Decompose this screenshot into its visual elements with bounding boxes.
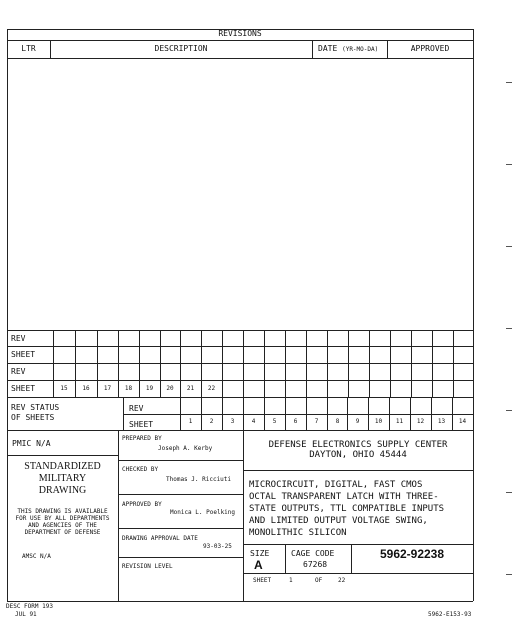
prepared-by-name: Joseph A. Kerby	[158, 445, 213, 452]
margin-tick	[506, 492, 512, 493]
rev-status-cell-rule	[264, 397, 265, 430]
rev-grid-col-rule	[473, 330, 474, 397]
rev-grid-col-rule	[285, 330, 286, 397]
checked-by-label: CHECKED BY	[122, 466, 159, 473]
status-sheet-number: 4	[251, 418, 256, 425]
smd-availability-4: DEPARTMENT OF DEFENSE	[24, 529, 101, 536]
status-sheet-number: 3	[230, 418, 235, 425]
upper-sheet-number: 20	[166, 385, 174, 392]
rev-grid-row-rule	[7, 380, 473, 381]
drawing-number: 5962-92238	[379, 547, 445, 561]
status-sheet-number: 5	[272, 418, 277, 425]
border-bottom	[7, 601, 473, 602]
prepared-by-label: PREPARED BY	[122, 435, 162, 442]
border-right	[473, 29, 474, 601]
revisions-ltr-header: LTR	[21, 44, 36, 53]
smd-availability-1: THIS DRAWING IS AVAILABLE	[17, 508, 108, 515]
rev-status-cell-rule	[306, 397, 307, 430]
date-format: (YR-MO-DA)	[342, 46, 379, 53]
upper-sheet-number: 15	[60, 385, 68, 392]
margin-tick	[506, 246, 512, 247]
title-block-col-1	[118, 430, 119, 601]
rev-status-cell-rule	[201, 397, 202, 430]
rev-grid-col-rule	[411, 330, 412, 397]
approval-date-value: 93-03-25	[203, 543, 232, 550]
rev-grid-col-rule	[369, 330, 370, 397]
revisions-date-header	[318, 45, 378, 53]
rev-status-cell-rule	[368, 397, 369, 430]
rev-status-label-1: REV STATUS	[11, 403, 60, 412]
rev-grid-row-rule	[7, 363, 473, 364]
of-total: 22	[338, 577, 346, 584]
rev-grid-col-rule	[264, 330, 265, 397]
smd-line-1: STANDARDIZED	[24, 461, 101, 472]
title-line-2: OCTAL TRANSPARENT LATCH WITH THREE-	[249, 492, 439, 502]
rev-grid-col-rule	[243, 330, 244, 397]
upper-sheet-number: 21	[186, 385, 195, 392]
form-line-2: JUL 91	[15, 611, 37, 618]
status-sheet-number: 1	[188, 418, 193, 425]
rev-grid-col-rule	[453, 330, 454, 397]
status-sheet-number: 9	[355, 418, 360, 425]
status-sheet-number: 14	[458, 418, 467, 425]
upper-sheet-number: 19	[145, 385, 154, 392]
agency-line-1: DEFENSE ELECTRONICS SUPPLY CENTER	[268, 440, 448, 450]
rev-grid-col-rule	[327, 330, 328, 397]
size-col-rule	[285, 544, 286, 573]
form-code: 5962-E153-93	[428, 611, 472, 618]
margin-tick	[506, 164, 512, 165]
rev-grid-col-rule	[432, 330, 433, 397]
title-line-5: MONOLITHIC SILICON	[249, 528, 347, 538]
size-label: SIZE	[250, 549, 270, 558]
title-line-3: STATE OUTPUTS, TTL COMPATIBLE INPUTS	[249, 504, 445, 514]
approval-date-rule	[118, 557, 243, 558]
checked-rule	[118, 494, 243, 495]
revisions-title-rule	[7, 40, 473, 41]
sheet-label: SHEET	[253, 577, 272, 584]
rev-status-mid-rule	[123, 414, 473, 415]
rev-grid-col-rule	[390, 330, 391, 397]
title-rule	[243, 544, 473, 545]
revisions-title: REVISIONS	[218, 29, 262, 38]
approved-by-label: APPROVED BY	[122, 501, 162, 508]
margin-tick	[506, 410, 512, 411]
margin-tick	[506, 574, 512, 575]
date-label: DATE	[318, 44, 338, 53]
approval-date-label: DRAWING APPROVAL DATE	[122, 535, 198, 542]
rev-status-cell-rule	[285, 397, 286, 430]
sheet-value: 1	[289, 577, 293, 584]
status-sheet-number: 2	[209, 418, 214, 425]
smd-line-2: MILITARY	[38, 473, 87, 484]
title-block-top-rule	[7, 430, 473, 431]
margin-tick	[506, 82, 512, 83]
status-sheet-number: 13	[437, 418, 446, 425]
rev-grid-row-rule	[7, 397, 473, 398]
pmic-rule	[7, 455, 118, 456]
smd-line-3: DRAWING	[38, 485, 87, 496]
rev-status-cell-rule	[243, 397, 244, 430]
upper-sheet-number: 16	[82, 385, 90, 392]
rev-grid-row-label: REV	[11, 334, 26, 343]
title-line-4: AND LIMITED OUTPUT VOLTAGE SWING,	[249, 516, 428, 526]
cage-code-value: 67268	[303, 560, 328, 569]
rev-status-cell-rule	[389, 397, 390, 430]
rev-grid-row-label: SHEET	[11, 384, 36, 393]
approved-rule	[118, 528, 243, 529]
title-line-1: MICROCIRCUIT, DIGITAL, FAST CMOS	[249, 480, 423, 490]
status-sheet-number: 12	[416, 418, 425, 425]
rev-status-cell-rule	[222, 397, 223, 430]
upper-sheet-number: 22	[207, 385, 216, 392]
rev-status-cell-rule	[180, 397, 181, 430]
rev-status-cell-rule	[327, 397, 328, 430]
rev-grid-row-rule	[7, 330, 473, 331]
agency-line-2: DAYTON, OHIO 45444	[309, 450, 407, 460]
revisions-description-header: DESCRIPTION	[154, 44, 208, 53]
checked-by-name: Thomas J. Ricciuti	[166, 476, 232, 483]
smd-availability-3: AND AGENCIES OF THE	[28, 522, 97, 529]
rev-status-cell-rule	[410, 397, 411, 430]
revisions-header-rule	[7, 58, 473, 59]
rev-status-label-2: OF SHEETS	[11, 413, 55, 422]
revisions-col-div-2	[312, 40, 313, 58]
upper-sheet-number: 17	[103, 385, 112, 392]
prepared-rule	[118, 460, 243, 461]
rev-grid-row-label: REV	[11, 367, 26, 376]
rev-grid-col-rule	[348, 330, 349, 397]
of-label: OF	[315, 577, 323, 584]
rev-status-cell-rule	[431, 397, 432, 430]
status-sheet-number: 7	[314, 418, 319, 425]
margin-tick	[506, 328, 512, 329]
rev-grid-row-rule	[7, 346, 473, 347]
rev-status-rev-label: REV	[129, 404, 144, 413]
size-rule	[243, 573, 473, 574]
cage-code-label: CAGE CODE	[291, 549, 335, 558]
pmic-label: PMIC N/A	[12, 439, 51, 448]
agency-rule	[243, 470, 473, 471]
revision-level-label: REVISION LEVEL	[122, 563, 173, 570]
status-sheet-number: 11	[395, 418, 404, 425]
status-sheet-number: 8	[335, 418, 340, 425]
rev-status-cell-rule	[347, 397, 348, 430]
smd-availability-2: FOR USE BY ALL DEPARTMENTS	[15, 515, 110, 522]
rev-grid-row-label: SHEET	[11, 350, 36, 359]
rev-status-cell-rule	[452, 397, 453, 430]
status-sheet-number: 6	[293, 418, 298, 425]
rev-status-sheet-label: SHEET	[129, 420, 154, 429]
amsc-label: AMSC N/A	[22, 553, 51, 560]
rev-status-cell-rule	[473, 397, 474, 430]
rev-grid-col-rule	[222, 330, 223, 397]
upper-sheet-number: 18	[124, 385, 133, 392]
revisions-approved-header: APPROVED	[410, 44, 450, 53]
status-sheet-number: 10	[374, 418, 383, 425]
form-line-1: DESC FORM 193	[6, 603, 53, 610]
approved-by-name: Monica L. Poelking	[170, 509, 236, 516]
size-value: A	[254, 558, 263, 572]
rev-grid-col-rule	[306, 330, 307, 397]
